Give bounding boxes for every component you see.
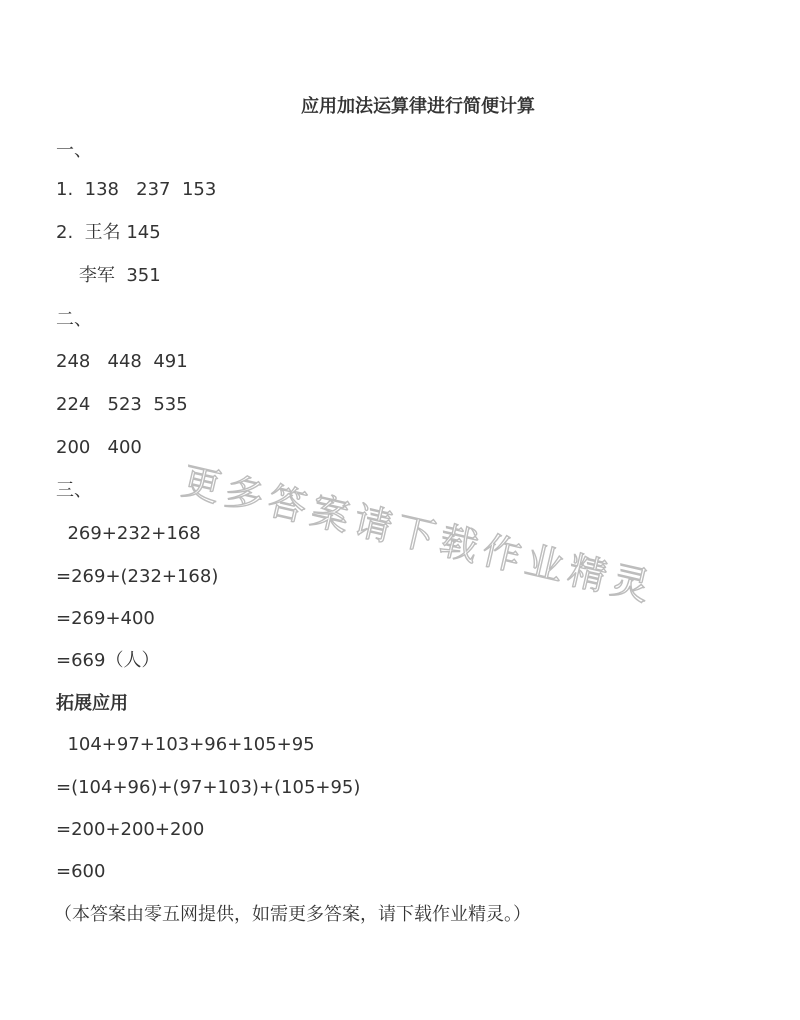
extension-line-1: 104+97+103+96+105+95 — [56, 734, 315, 755]
section-2-heading: 二、 — [56, 309, 92, 330]
section-3-line-3: =269+400 — [56, 608, 155, 629]
section-1-line-3: 李军 351 — [56, 265, 161, 286]
section-2-line-1: 248 448 491 — [56, 351, 188, 372]
extension-line-2: =(104+96)+(97+103)+(105+95) — [56, 777, 361, 798]
footer-note: （本答案由零五网提供，如需更多答案，请下载作业精灵。） — [54, 904, 531, 925]
page-title: 应用加法运算律进行简便计算 — [301, 96, 535, 117]
section-2-line-3: 200 400 — [56, 437, 142, 458]
section-2-line-2: 224 523 535 — [56, 394, 188, 415]
section-3-line-2: =269+(232+168) — [56, 566, 219, 587]
section-1-line-1: 1. 138 237 153 — [56, 179, 217, 200]
extension-line-4: =600 — [56, 861, 106, 882]
watermark-text: 更多答案请下载作业精灵 — [178, 458, 660, 611]
section-1-heading: 一、 — [56, 140, 92, 161]
section-3-line-4: =669（人） — [56, 650, 160, 671]
extension-line-3: =200+200+200 — [56, 819, 205, 840]
section-3-heading: 三、 — [56, 480, 92, 501]
section-1-line-2: 2. 王名 145 — [56, 222, 161, 243]
section-3-line-1: 269+232+168 — [56, 523, 201, 544]
extension-heading: 拓展应用 — [56, 693, 128, 714]
